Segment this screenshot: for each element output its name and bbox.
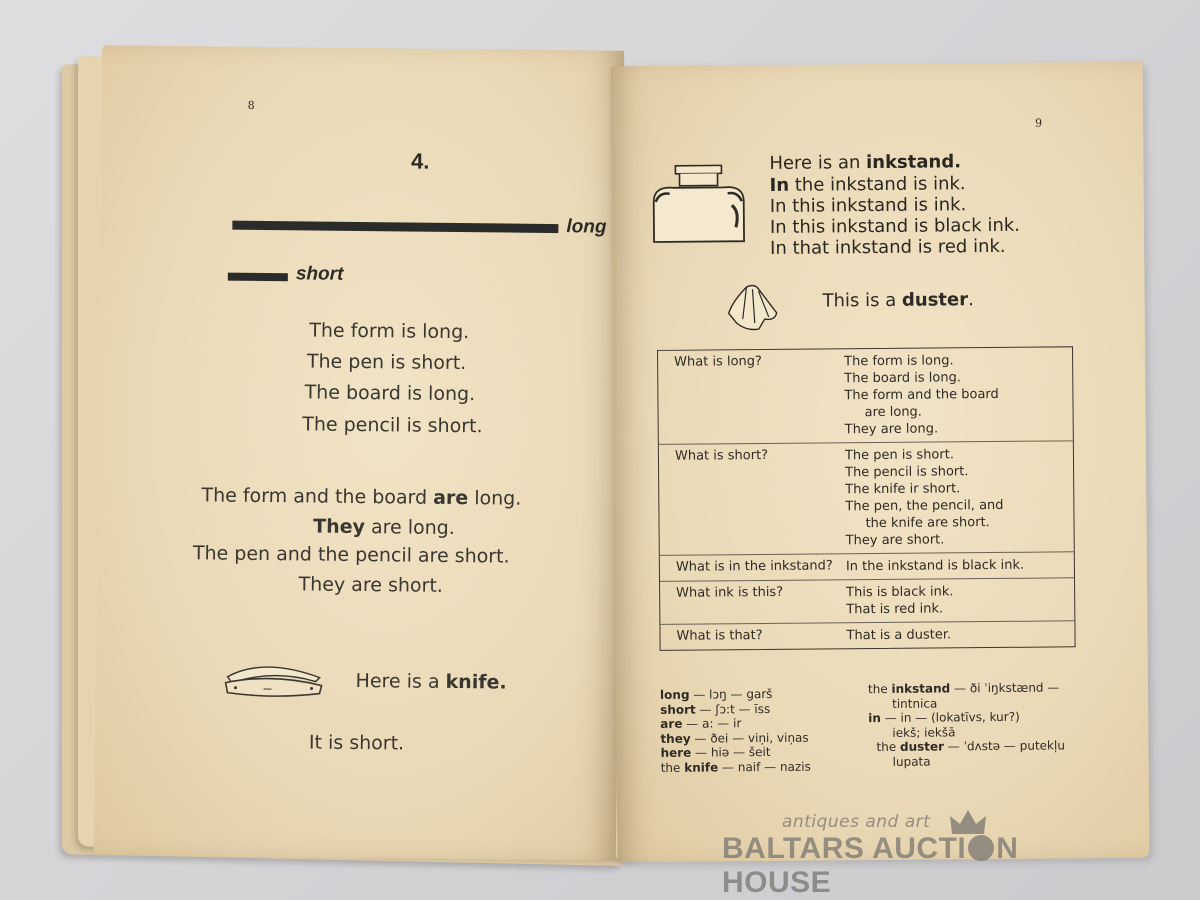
answer-cell xyxy=(845,445,1074,549)
answer-line: the knife are short. xyxy=(865,515,990,532)
answer-line: This is black ink. xyxy=(846,584,954,601)
answer-cell xyxy=(844,351,1073,438)
question-cell: What ink is this? xyxy=(676,584,784,601)
inkstand-line-4: In this inkstand is black ink. xyxy=(769,214,1021,238)
duster-sentence-end: . xyxy=(967,289,974,311)
long-bar xyxy=(232,221,558,233)
watermark-name xyxy=(722,832,1122,900)
answer-line: The pen, the pencil, and xyxy=(845,497,1004,515)
vocab-word: short xyxy=(660,702,696,717)
answer-line: The form is long. xyxy=(844,353,954,370)
duster-sentence xyxy=(823,289,974,311)
sentence-2: The pen is short. xyxy=(306,350,467,375)
sentence-3: The board is long. xyxy=(304,381,476,406)
vocab-gloss: — naif — nazis xyxy=(718,759,811,774)
watermark-logo xyxy=(722,808,1122,899)
vocab-entry xyxy=(868,680,1065,696)
question-cell: What is short? xyxy=(674,447,769,464)
lesson-number: 4. xyxy=(410,148,430,174)
vocab-gloss: — ʃɔ:t — īss xyxy=(695,701,771,717)
watermark-name-part-2: N HOUSE xyxy=(722,832,1019,899)
knife-illustration xyxy=(223,655,323,704)
vocab-entry xyxy=(660,745,810,761)
answer-cell xyxy=(846,582,1074,618)
plural-sentence-1 xyxy=(201,484,521,509)
table-row xyxy=(658,347,1073,445)
page-number-right: 9 xyxy=(1034,116,1043,130)
vocab-article: the xyxy=(660,760,685,775)
answer-line: The pen is short. xyxy=(844,447,955,464)
vocab-article: the xyxy=(876,739,901,755)
vocab-word: they xyxy=(660,731,691,746)
vocab-entry: iekš; iekšā xyxy=(892,724,956,740)
table-row xyxy=(660,578,1074,625)
inkstand-line-1-bold: inkstand. xyxy=(865,151,962,174)
short-bar xyxy=(228,273,288,282)
vocab-word: are xyxy=(660,716,683,731)
knife-sentence xyxy=(355,670,506,694)
answer-line: The form and the board xyxy=(844,386,999,404)
vocab-entry xyxy=(661,759,811,775)
watermark-name-part-1: BALTARS AUCTI xyxy=(722,832,967,865)
vocab-gloss: — a: — ir xyxy=(682,716,742,731)
watermark-tagline: antiques and art xyxy=(782,812,931,832)
answer-line: are long. xyxy=(864,404,922,421)
vocab-gloss: — hiə — šeit xyxy=(691,744,771,760)
question-cell: What is long? xyxy=(674,354,762,370)
inkstand-line-2 xyxy=(769,173,965,196)
vocab-article: the xyxy=(867,681,892,697)
vocab-gloss: — ˈdʌstə — putekļu xyxy=(944,738,1065,754)
vocab-gloss: — lɔŋ — garš xyxy=(689,686,773,702)
plural-sentence-2 xyxy=(313,516,455,539)
inkstand-illustration xyxy=(649,161,746,248)
plural-sentence-1-end: long. xyxy=(468,487,522,510)
answer-cell xyxy=(846,556,1074,575)
watermark-o-circle xyxy=(968,835,994,861)
vocab-word: duster xyxy=(899,739,945,754)
answer-line: The knife ir short. xyxy=(845,481,961,498)
plural-sentence-1-start: The form and the board xyxy=(201,484,434,509)
knife-sentence-start: Here is a xyxy=(355,669,446,693)
answer-line: That is a duster. xyxy=(846,627,952,644)
vocabulary-list-right xyxy=(868,680,1065,769)
vocab-gloss: — ði ˈiŋkstænd — xyxy=(950,680,1060,696)
question-answer-table xyxy=(657,346,1076,651)
table-row xyxy=(660,621,1074,650)
inkstand-line-1 xyxy=(769,151,961,174)
duster-sentence-start: This is a xyxy=(822,289,903,312)
vocab-entry xyxy=(660,701,810,717)
vocab-entry xyxy=(660,716,810,732)
table-row xyxy=(660,552,1074,582)
inkstand-line-5: In that inkstand is red ink. xyxy=(770,235,1006,259)
answer-line: They are short. xyxy=(845,532,945,549)
right-page xyxy=(611,62,1150,863)
inkstand-line-2-bold: In xyxy=(769,174,790,196)
vocab-word: long xyxy=(659,687,690,702)
vocab-word: knife xyxy=(684,759,719,775)
plural-sentence-3: The pen and the pencil are short. xyxy=(192,542,510,568)
vocab-entry xyxy=(868,738,1065,754)
duster-illustration xyxy=(724,283,780,335)
answer-cell xyxy=(846,625,1074,644)
inkstand-line-1-start: Here is an xyxy=(769,152,867,174)
question-cell: What is in the inkstand? xyxy=(675,558,833,575)
plural-sentence-4: They are short. xyxy=(298,573,443,597)
answer-line: That is red ink. xyxy=(846,601,944,618)
plural-sentence-1-bold: are xyxy=(433,486,469,510)
sentence-4: The pencil is short. xyxy=(302,413,483,438)
vocab-entry: tintnica xyxy=(892,696,938,711)
vocab-gloss: — ðei — viņi, viņas xyxy=(690,730,809,746)
duster-sentence-bold: duster xyxy=(901,289,969,311)
vocab-word: inkstand xyxy=(891,681,951,696)
vocab-word: in xyxy=(868,711,881,726)
answer-line: The board is long. xyxy=(844,370,962,387)
page-number-left: 8 xyxy=(247,98,255,112)
left-page xyxy=(94,45,624,860)
answer-line: The pencil is short. xyxy=(845,464,969,481)
vocab-entry xyxy=(660,730,810,746)
question-cell: What is that? xyxy=(676,628,763,644)
vocabulary-list-left xyxy=(660,687,811,775)
sentence-1: The form is long. xyxy=(309,319,470,344)
vocab-entry: lupata xyxy=(892,754,931,769)
plural-sentence-2-end: are long. xyxy=(364,516,455,540)
short-label: short xyxy=(295,263,344,285)
long-label: long xyxy=(566,216,607,238)
vocab-entry xyxy=(660,687,810,703)
plural-sentence-2-bold: They xyxy=(313,515,366,539)
inkstand-line-2-end: the inkstand is ink. xyxy=(789,173,966,196)
answer-line: They are long. xyxy=(844,421,939,438)
inkstand-line-3: In this inkstand is ink. xyxy=(769,194,967,217)
answer-line: In the inkstand is black ink. xyxy=(845,557,1025,575)
knife-caption: It is short. xyxy=(308,731,405,755)
table-row xyxy=(659,441,1074,556)
vocab-gloss: — in — (lokatīvs, kur?) xyxy=(880,709,1020,726)
knife-sentence-bold: knife. xyxy=(445,670,507,694)
vocab-word: here xyxy=(660,745,692,760)
